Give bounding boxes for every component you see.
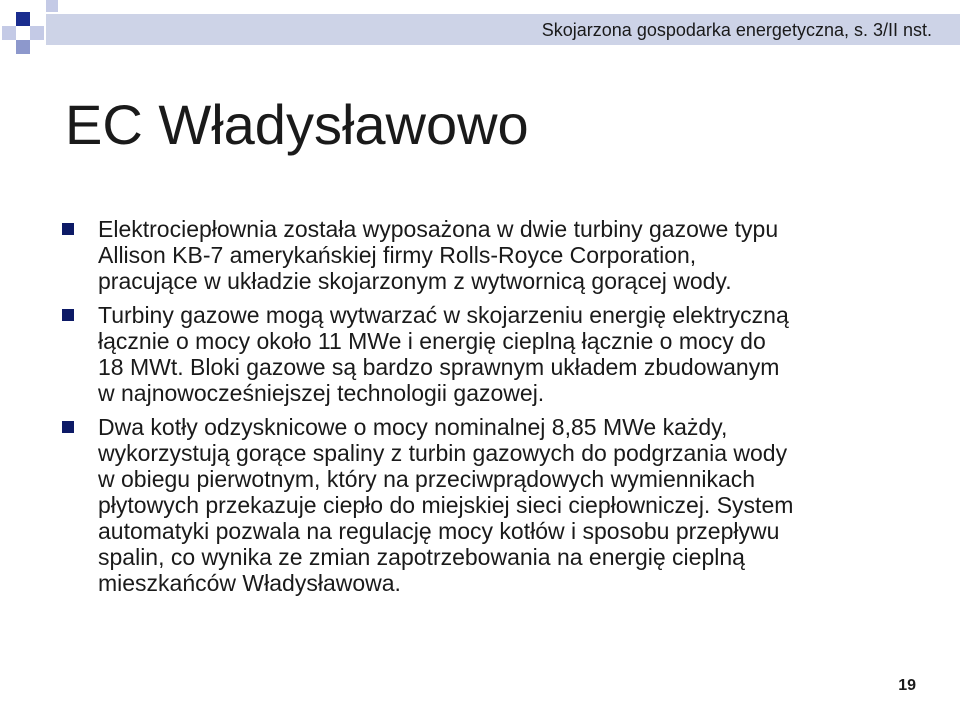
bullet-line: Elektrociepłownia została wyposażona w dwie turbiny gazowe typu [98, 216, 779, 242]
bullet-list [62, 216, 922, 604]
bullet-line: płytowych przekazuje ciepło do miejskiej sieci ciepłowniczej. System [98, 492, 794, 518]
slide-title: EC Władysławowo [65, 93, 529, 156]
bullet-line: w obiegu pierwotnym, który na przeciwprądowych wymiennikach [98, 466, 756, 492]
bullet-line: 18 MWt. Bloki gazowe są bardzo sprawnym układem zbudowanym [98, 354, 780, 380]
bullet-line: pracujące w układzie skojarzonym z wytwornicą gorącej wody. [98, 268, 732, 294]
logo-square-dark-top [16, 12, 30, 26]
bullet-line: w najnowocześniejszej technologii gazowej. [98, 380, 545, 406]
bullet-line: wykorzystują gorące spaliny z turbin gazowych do podgrzania wody [98, 440, 788, 466]
logo-square-light-left [2, 26, 16, 40]
header-course-title: Skojarzona gospodarka energetyczna, s. 3/II nst. [541, 20, 932, 40]
bullet-line: automatyki pozwala na regulację mocy kotłów i sposobu przepływu [98, 518, 780, 544]
logo-square-mid-bottom [16, 40, 30, 54]
bullet-line: spalin, co wynika ze zmian zapotrzebowania na energię cieplną [98, 544, 745, 570]
page-number: 19 [898, 677, 916, 694]
bullet-line: Allison KB-7 amerykańskiej firmy Rolls-Royce Corporation, [98, 242, 697, 268]
logo-square-light-top [46, 0, 58, 12]
square-bullet-icon [62, 309, 74, 321]
bullet-item [62, 216, 922, 294]
bullet-line: Dwa kotły odzysknicowe o mocy nominalnej 8,85 MWe każdy, [98, 414, 728, 440]
bullet-item [62, 414, 922, 596]
logo-square-light-right [30, 26, 44, 40]
square-bullet-icon [62, 421, 74, 433]
bullet-item [62, 302, 922, 406]
bullet-line: mieszkańców Władysławowa. [98, 570, 401, 596]
square-bullet-icon [62, 223, 74, 235]
bullet-line: Turbiny gazowe mogą wytwarzać w skojarzeniu energię elektryczną [98, 302, 789, 328]
bullet-line: łącznie o mocy około 11 MWe i energię cieplną łącznie o mocy do [98, 328, 766, 354]
